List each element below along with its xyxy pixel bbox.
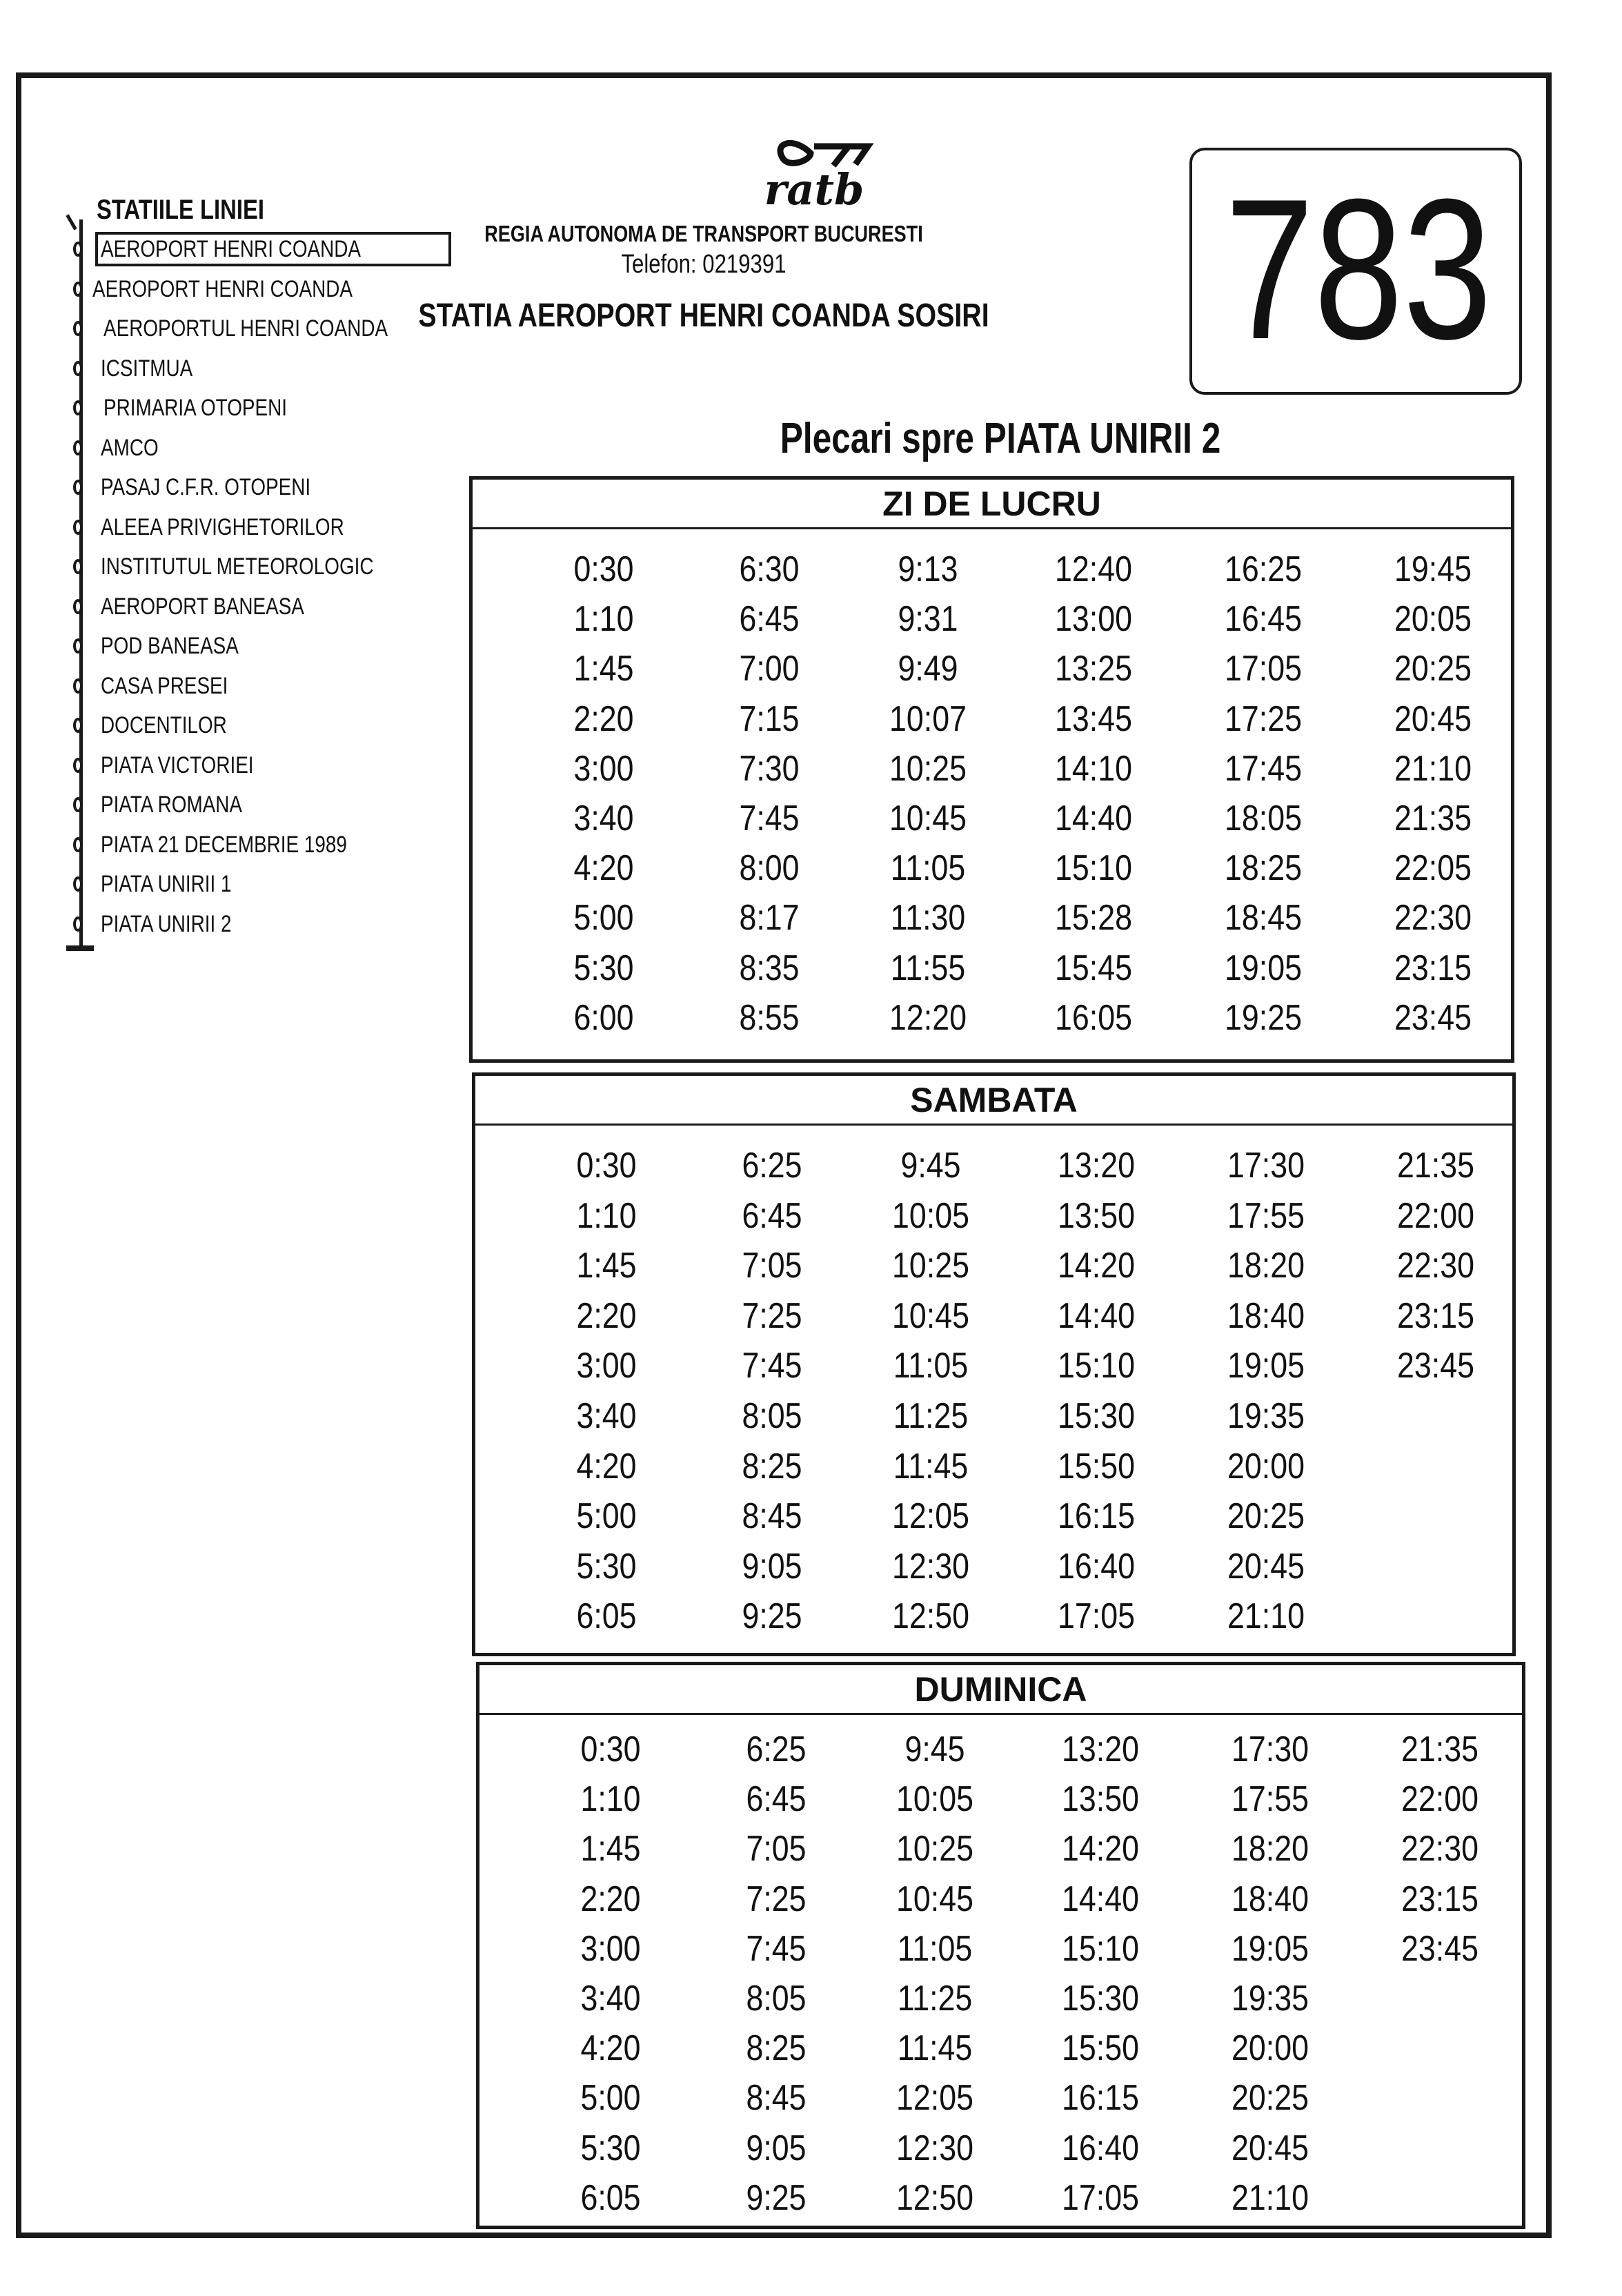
- departure-time: 11:05: [893, 1346, 969, 1386]
- departure-time: 16:05: [1055, 997, 1132, 1038]
- departure-time: 3:00: [580, 1928, 641, 1969]
- departure-time: 10:25: [892, 1246, 969, 1286]
- departure-time: 20:45: [1232, 2128, 1309, 2168]
- departure-time: 6:00: [573, 997, 634, 1038]
- stop-marker-icon: [73, 837, 83, 852]
- departure-time: 14:20: [1062, 1829, 1139, 1870]
- stop-name: PIATA 21 DECEMBRIE 1989: [101, 831, 347, 858]
- stop-name: PIATA UNIRII 2: [101, 910, 232, 937]
- departure-time: 5:30: [573, 948, 634, 988]
- departure-time: 19:05: [1232, 1928, 1309, 1969]
- departure-time: 1:45: [573, 649, 634, 689]
- departure-time: 6:05: [576, 1596, 637, 1637]
- departure-time: 9:05: [742, 1546, 802, 1587]
- ratb-logo: [745, 133, 883, 212]
- departure-time: 15:50: [1058, 1446, 1135, 1486]
- station-name: STATIA AEROPORT HENRI COANDA SOSIRI: [418, 297, 989, 334]
- departure-time: 6:45: [739, 599, 800, 640]
- departure-time: 1:45: [580, 1829, 641, 1870]
- schedule-grid: [473, 480, 1511, 1059]
- departure-time: 7:25: [746, 1878, 807, 1919]
- departure-time: 5:30: [580, 2128, 641, 2168]
- stop-marker-icon: [73, 678, 83, 694]
- departure-time: 13:25: [1055, 649, 1132, 689]
- departure-time: 6:05: [580, 2177, 641, 2218]
- departure-time: 1:45: [576, 1246, 637, 1286]
- departure-time: 9:45: [904, 1729, 965, 1769]
- departure-time: 12:30: [896, 2128, 973, 2168]
- stops-title: STATIILE LINIEI: [97, 195, 264, 225]
- departure-time: 23:15: [1394, 948, 1472, 988]
- departure-time: 5:00: [576, 1496, 637, 1537]
- departure-time: 0:30: [580, 1729, 641, 1769]
- stop-name: CASA PRESEI: [101, 672, 228, 699]
- schedule-panel-saturday: [472, 1072, 1516, 1656]
- departure-time: 10:25: [896, 1829, 973, 1870]
- stop-marker-icon: [73, 321, 83, 336]
- departure-time: 21:35: [1397, 1146, 1474, 1186]
- departure-time: 10:25: [889, 748, 967, 789]
- departure-time: 22:30: [1401, 1829, 1478, 1870]
- departure-time: 0:30: [576, 1146, 637, 1186]
- stop-name: PIATA UNIRII 1: [101, 871, 232, 897]
- departure-time: 19:05: [1227, 1346, 1305, 1386]
- departure-time: 21:35: [1401, 1729, 1478, 1769]
- departure-time: 9:13: [898, 549, 958, 589]
- departure-time: 20:00: [1227, 1446, 1305, 1486]
- organization-name: REGIA AUTONOMA DE TRANSPORT BUCURESTI: [484, 221, 923, 246]
- departure-time: 12:50: [896, 2177, 973, 2218]
- departure-time: 8:35: [739, 948, 800, 988]
- departure-time: 17:05: [1062, 2177, 1139, 2218]
- stop-name: AMCO: [101, 434, 159, 461]
- stop-marker-icon: [73, 480, 83, 495]
- departure-time: 6:25: [746, 1729, 807, 1769]
- stop-name: INSTITUTUL METEOROLOGIC: [101, 553, 374, 580]
- departure-time: 1:10: [576, 1195, 637, 1236]
- stop-name: DOCENTILOR: [101, 712, 227, 738]
- schedule-panel-sunday: [476, 1662, 1525, 2229]
- departure-time: 13:45: [1055, 698, 1132, 739]
- departure-time: 6:45: [742, 1195, 802, 1236]
- stop-marker-icon: [73, 520, 83, 535]
- departure-time: 23:15: [1401, 1878, 1478, 1919]
- stop-name: PIATA ROMANA: [101, 792, 243, 818]
- departure-time: 7:45: [746, 1928, 807, 1969]
- departure-time: 5:00: [573, 898, 634, 939]
- departure-time: 15:28: [1055, 898, 1132, 939]
- departure-time: 9:31: [898, 599, 958, 640]
- departure-time: 18:25: [1225, 848, 1302, 889]
- departure-time: 10:05: [892, 1195, 969, 1236]
- departure-time: 6:25: [742, 1146, 802, 1186]
- stop-name: AEROPORTUL HENRI COANDA: [103, 315, 388, 342]
- stop-name: AEROPORT HENRI COANDA: [101, 236, 361, 262]
- departure-time: 14:10: [1055, 748, 1132, 789]
- departure-time: 8:05: [746, 1979, 807, 2019]
- departure-time: 7:25: [742, 1295, 802, 1336]
- departure-time: 8:17: [739, 898, 800, 939]
- departure-time: 19:45: [1394, 549, 1472, 589]
- departure-time: 13:00: [1055, 599, 1132, 640]
- schedule-title: ZI DE LUCRU: [473, 480, 1511, 529]
- stop-name: ICSITMUA: [101, 355, 193, 382]
- departure-time: 11:45: [893, 1446, 969, 1486]
- line-number: 783: [1225, 157, 1492, 381]
- departure-time: 20:45: [1227, 1546, 1305, 1587]
- departure-time: 18:45: [1225, 898, 1302, 939]
- departure-time: 18:40: [1232, 1878, 1309, 1919]
- departure-time: 10:05: [896, 1779, 973, 1820]
- departure-time: 12:05: [892, 1496, 969, 1537]
- departure-time: 13:20: [1058, 1146, 1135, 1186]
- departure-time: 7:30: [739, 748, 800, 789]
- departure-time: 17:05: [1225, 649, 1302, 689]
- stop-marker-icon: [73, 599, 83, 614]
- departure-time: 11:55: [890, 948, 966, 988]
- departure-time: 16:15: [1058, 1496, 1135, 1537]
- departure-time: 15:50: [1062, 2028, 1139, 2069]
- departure-time: 14:40: [1058, 1295, 1135, 1336]
- stop-marker-icon: [73, 440, 83, 455]
- departure-time: 18:40: [1227, 1295, 1305, 1336]
- stop-name: AEROPORT HENRI COANDA: [92, 275, 353, 302]
- departure-time: 8:45: [742, 1496, 802, 1537]
- departure-time: 19:35: [1227, 1396, 1305, 1436]
- departure-time: 12:30: [892, 1546, 969, 1587]
- departure-time: 23:45: [1401, 1928, 1478, 1969]
- departure-time: 7:05: [742, 1246, 802, 1286]
- departure-time: 3:40: [573, 798, 634, 838]
- stop-marker-icon: [73, 282, 83, 297]
- stop-marker-icon: [73, 559, 83, 574]
- stop-name: POD BANEASA: [101, 633, 239, 659]
- departure-time: 12:05: [896, 2078, 973, 2119]
- logo-text: ratb: [764, 164, 864, 212]
- departure-time: 14:40: [1062, 1878, 1139, 1919]
- departure-time: 21:10: [1227, 1596, 1305, 1637]
- departure-time: 6:45: [746, 1779, 807, 1820]
- departure-time: 7:45: [739, 798, 800, 838]
- departure-time: 11:25: [893, 1396, 969, 1436]
- departure-time: 3:00: [573, 748, 634, 789]
- departure-time: 2:20: [573, 698, 634, 739]
- stop-name: ALEEA PRIVIGHETORILOR: [101, 513, 344, 540]
- departure-time: 13:20: [1062, 1729, 1139, 1769]
- departure-time: 16:15: [1062, 2078, 1139, 2119]
- stop-marker-icon: [73, 758, 83, 773]
- stop-marker-icon: [73, 876, 83, 892]
- departure-time: 11:45: [897, 2028, 973, 2069]
- departure-time: 15:10: [1062, 1928, 1139, 1969]
- departure-time: 16:25: [1225, 549, 1302, 589]
- departure-time: 17:25: [1225, 698, 1302, 739]
- departure-time: 20:05: [1394, 599, 1472, 640]
- departure-time: 9:49: [898, 649, 958, 689]
- departure-time: 10:45: [892, 1295, 969, 1336]
- stop-name: PRIMARIA OTOPENI: [103, 395, 287, 421]
- departure-time: 7:15: [739, 698, 800, 739]
- departure-time: 9:45: [900, 1146, 961, 1186]
- departure-time: 22:05: [1394, 848, 1472, 889]
- departure-time: 16:40: [1058, 1546, 1135, 1587]
- departure-time: 23:45: [1397, 1346, 1474, 1386]
- departure-time: 3:40: [580, 1979, 641, 2019]
- departure-time: 1:10: [573, 599, 634, 640]
- departure-time: 20:45: [1394, 698, 1472, 739]
- departure-time: 13:50: [1058, 1195, 1135, 1236]
- departure-time: 23:15: [1397, 1295, 1474, 1336]
- departure-time: 4:20: [576, 1446, 637, 1486]
- departure-time: 22:30: [1397, 1246, 1474, 1286]
- stop-marker-icon: [73, 242, 83, 257]
- departure-time: 18:20: [1227, 1246, 1305, 1286]
- stop-marker-icon: [73, 718, 83, 733]
- departure-time: 17:55: [1232, 1779, 1309, 1820]
- departure-time: 0:30: [573, 549, 634, 589]
- departure-time: 20:25: [1227, 1496, 1305, 1537]
- departure-time: 14:20: [1058, 1246, 1135, 1286]
- departure-time: 2:20: [580, 1878, 641, 1919]
- departure-time: 4:20: [580, 2028, 641, 2069]
- departure-time: 7:05: [746, 1829, 807, 1870]
- departure-time: 21:10: [1232, 2177, 1309, 2218]
- schedule-title: SAMBATA: [475, 1076, 1512, 1126]
- stop-marker-icon: [73, 400, 83, 415]
- departure-time: 4:20: [573, 848, 634, 889]
- stop-marker-icon: [73, 797, 83, 812]
- departure-time: 8:45: [746, 2078, 807, 2119]
- organization-phone: Telefon: 0219391: [621, 250, 787, 279]
- departure-time: 9:25: [746, 2177, 807, 2218]
- departure-time: 3:40: [576, 1396, 637, 1436]
- departure-time: 5:00: [580, 2078, 641, 2119]
- departure-time: 15:45: [1055, 948, 1132, 988]
- departure-time: 21:35: [1394, 798, 1472, 838]
- stop-marker-icon: [73, 361, 83, 376]
- departure-time: 22:00: [1397, 1195, 1474, 1236]
- departure-time: 23:45: [1394, 997, 1472, 1038]
- departure-time: 10:07: [889, 698, 967, 739]
- departure-time: 12:50: [892, 1596, 969, 1637]
- stop-name: PASAJ C.F.R. OTOPENI: [101, 474, 311, 500]
- departure-time: 14:40: [1055, 798, 1132, 838]
- departure-time: 20:25: [1232, 2078, 1309, 2119]
- departure-time: 5:30: [576, 1546, 637, 1587]
- departure-time: 16:45: [1225, 599, 1302, 640]
- route-end-marker: [66, 945, 94, 951]
- departure-time: 18:20: [1232, 1829, 1309, 1870]
- stop-name: AEROPORT BANEASA: [101, 593, 304, 620]
- departure-time: 19:25: [1225, 997, 1302, 1038]
- schedule-grid: [475, 1076, 1512, 1653]
- schedule-title: DUMINICA: [479, 1665, 1522, 1715]
- departure-time: 15:30: [1058, 1396, 1135, 1436]
- departure-time: 8:00: [739, 848, 800, 889]
- stop-marker-icon: [73, 916, 83, 932]
- departure-time: 11:05: [890, 848, 966, 889]
- departure-time: 10:45: [889, 798, 967, 838]
- direction-title: Plecari spre PIATA UNIRII 2: [780, 415, 1221, 462]
- departure-time: 19:35: [1232, 1979, 1309, 2019]
- departure-time: 17:05: [1058, 1596, 1135, 1637]
- departure-time: 9:05: [746, 2128, 807, 2168]
- departure-time: 2:20: [576, 1295, 637, 1336]
- departure-time: 12:20: [889, 997, 967, 1038]
- departure-time: 11:05: [897, 1928, 973, 1969]
- departure-time: 15:10: [1058, 1346, 1135, 1386]
- departure-time: 8:25: [746, 2028, 807, 2069]
- departure-time: 11:30: [890, 898, 966, 939]
- stop-marker-icon: [73, 638, 83, 654]
- line-number-box: [1189, 148, 1522, 395]
- departure-time: 22:30: [1394, 898, 1472, 939]
- departure-time: 18:05: [1225, 798, 1302, 838]
- departure-time: 9:25: [742, 1596, 802, 1637]
- departure-time: 16:40: [1062, 2128, 1139, 2168]
- departure-time: 15:10: [1055, 848, 1132, 889]
- departure-time: 10:45: [896, 1878, 973, 1919]
- departure-time: 20:00: [1232, 2028, 1309, 2069]
- departure-time: 7:00: [739, 649, 800, 689]
- departure-time: 1:10: [580, 1779, 641, 1820]
- stop-name: PIATA VICTORIEI: [101, 752, 254, 778]
- departure-time: 3:00: [576, 1346, 637, 1386]
- departure-time: 21:10: [1394, 748, 1472, 789]
- departure-time: 8:55: [739, 997, 800, 1038]
- departure-time: 17:45: [1225, 748, 1302, 789]
- departure-time: 13:50: [1062, 1779, 1139, 1820]
- departure-time: 22:00: [1401, 1779, 1478, 1820]
- departure-time: 19:05: [1225, 948, 1302, 988]
- departure-time: 17:30: [1227, 1146, 1305, 1186]
- schedule-grid: [479, 1665, 1522, 2226]
- departure-time: 8:05: [742, 1396, 802, 1436]
- departure-time: 17:55: [1227, 1195, 1305, 1236]
- departure-time: 12:40: [1055, 549, 1132, 589]
- departure-time: 8:25: [742, 1446, 802, 1486]
- schedule-panel-weekday: [469, 476, 1514, 1063]
- departure-time: 7:45: [742, 1346, 802, 1386]
- departure-time: 20:25: [1394, 649, 1472, 689]
- departure-time: 6:30: [739, 549, 800, 589]
- departure-time: 15:30: [1062, 1979, 1139, 2019]
- departure-time: 11:25: [897, 1979, 973, 2019]
- departure-time: 17:30: [1232, 1729, 1309, 1769]
